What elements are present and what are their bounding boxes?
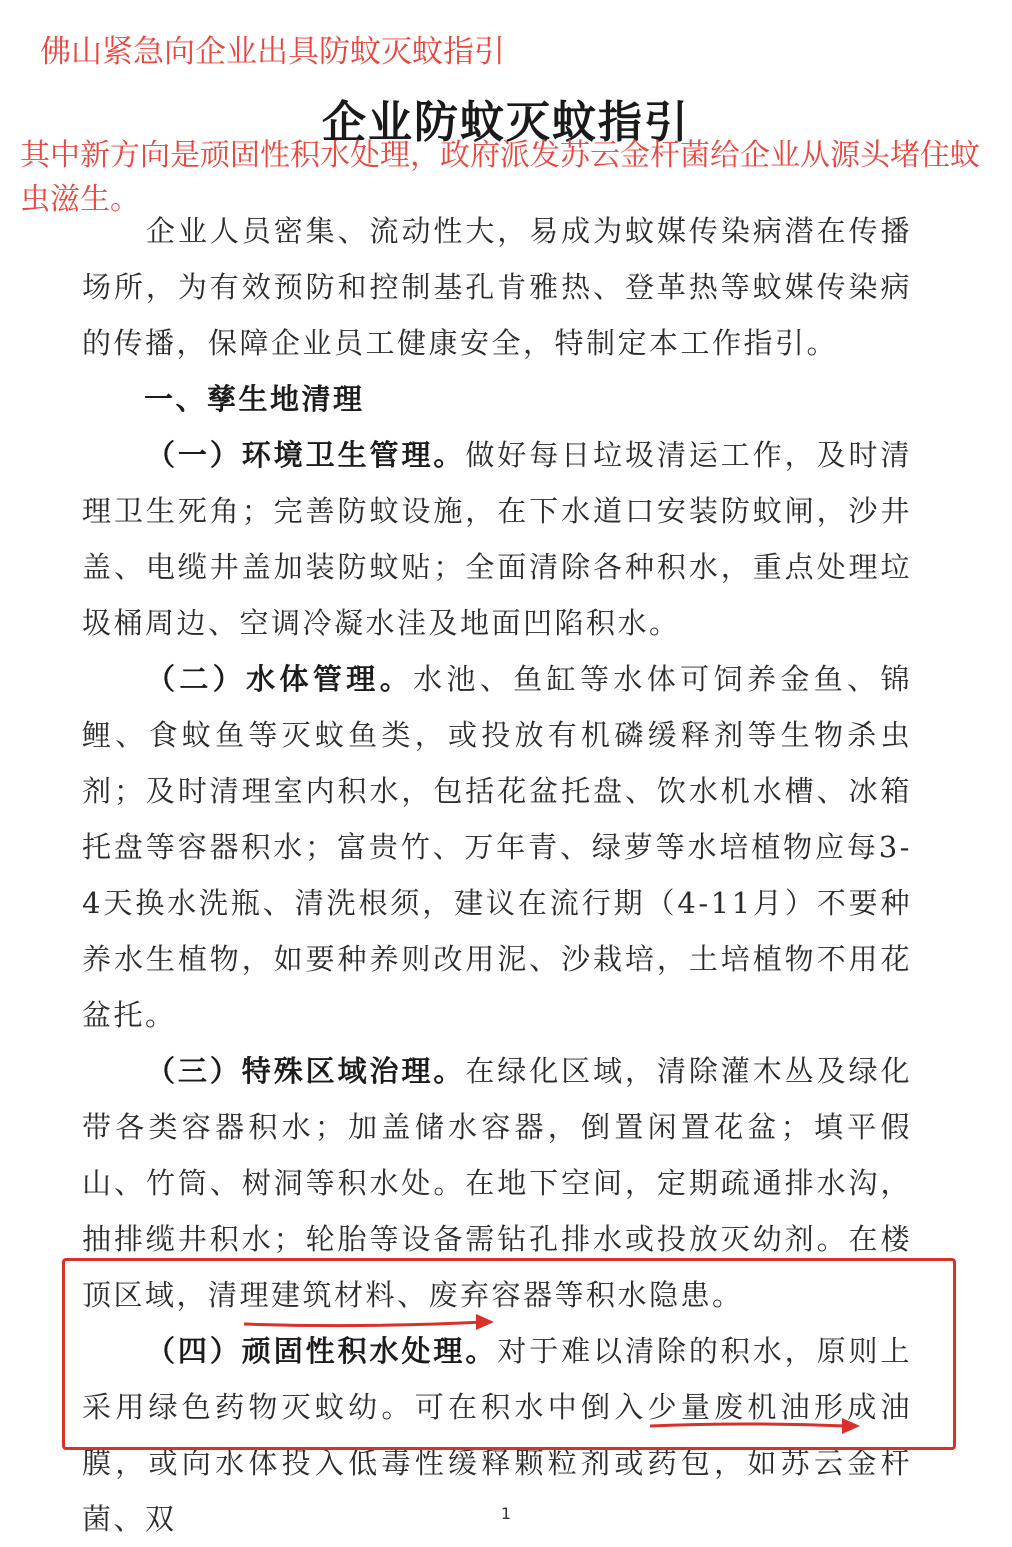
sub3-text: 在绿化区域，清除灌木丛及绿化带各类容器积水；加盖储水容器，倒置闲置花盆；填平假山、竹筒、树洞等积水处。在地下空间，定期疏通排水沟，抽排缆井积水；轮胎等设备需钻孔排水或投放灭幼剂。在楼顶区域，清理建筑材料、废弃容器等积水隐患。 [82, 1054, 912, 1312]
sub1-title: （一）环境卫生管理。 [146, 438, 466, 472]
sub3-title: （三）特殊区域治理。 [146, 1054, 466, 1088]
annotation-note: 其中新方向是顽固性积水处理，政府派发苏云金杆菌给企业从源头堵住蚊虫滋生。 [20, 138, 980, 217]
sub4-title: （四）顽固性积水处理。 [146, 1334, 498, 1368]
headline-overlay: 佛山紧急向企业出具防蚊灭蚊指引 [40, 34, 505, 70]
document-title: 企业防蚊灭蚊指引 [322, 97, 690, 148]
sub2-title: （二）水体管理。 [146, 662, 414, 696]
sub2-text: 水池、鱼缸等水体可饲养金鱼、锦鲤、食蚊鱼等灭蚊鱼类，或投放有机磷缓释剂等生物杀虫剂；及时清理室内积水，包括花盆托盘、饮水机水槽、冰箱托盘等容器积水；富贵竹、万年青、绿萝等水培植物应每3-4天换水洗瓶、清洗根须，建议在流行期（4-11月）不要种养水生植物，如要种养则改用泥、沙栽培，土培植物不用花盆托。 [82, 662, 912, 1032]
sub4-text: 对于难以清除的积水，原则上采用绿色药物灭蚊幼。可在积水中倒入少量废机油形成油膜，或向水体投入低毒性缓释颗粒剂或药包，如苏云金杆菌、双 [82, 1334, 912, 1536]
sub2-paragraph [82, 651, 912, 1043]
underline-arrow-icon [646, 1414, 866, 1438]
sub1-text: 做好每日垃圾清运工作，及时清理卫生死角；完善防蚊设施，在下水道口安装防蚊闸，沙井盖、电缆井盖加装防蚊贴；全面清除各种积水，重点处理垃圾桶周边、空调冷凝水洼及地面凹陷积水。 [82, 438, 912, 640]
section1-heading: 一、孳生地清理 [144, 382, 365, 416]
sub1-paragraph [82, 427, 912, 651]
intro-paragraph: 企业人员密集、流动性大，易成为蚊媒传染病潜在传播场所，为有效预防和控制基孔肯雅热、登革热等蚊媒传染病的传播，保障企业员工健康安全，特制定本工作指引。 [82, 214, 912, 360]
page-number: 1 [500, 1504, 512, 1523]
underline-arrow-icon [240, 1310, 500, 1334]
